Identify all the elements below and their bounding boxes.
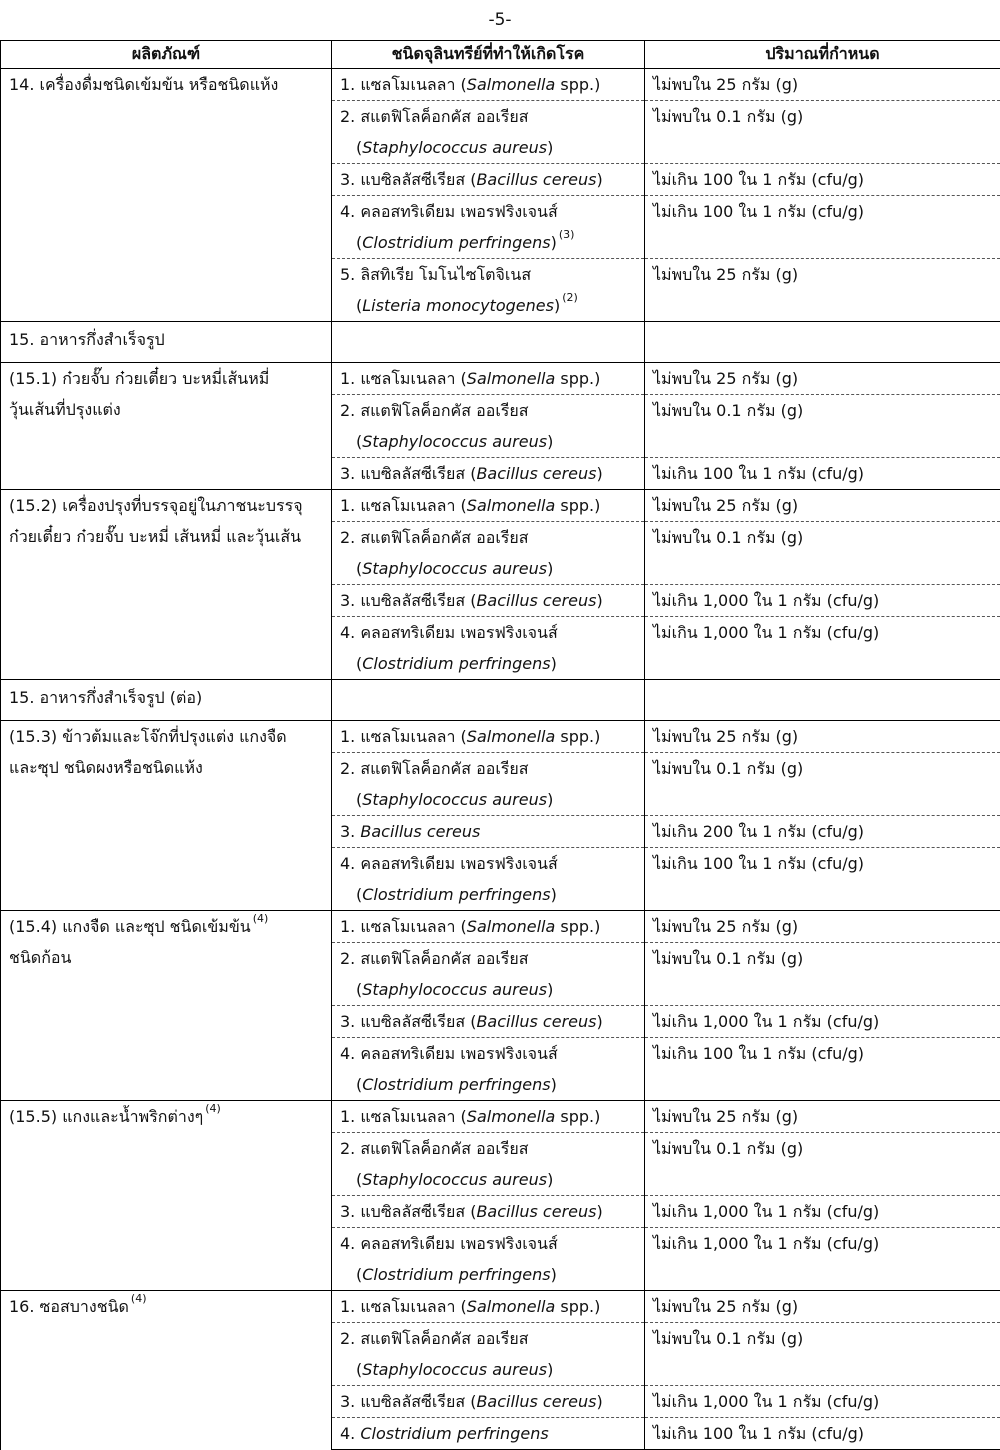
page-number: -5- (0, 10, 1000, 30)
microbe-name: 3. แบซิลลัสซีเรียส (Bacillus cereus) (332, 1006, 644, 1037)
limit-cell (645, 1323, 1000, 1386)
limit-value: ไม่พบใน 0.1 กรัม (g) (645, 395, 1000, 426)
microbe-cell (332, 816, 645, 848)
microbe-latin: (Staphylococcus aureus) (332, 784, 644, 815)
table-row (1, 721, 1000, 753)
microbe-cell (332, 680, 645, 721)
microbe-cell (332, 522, 645, 585)
microbe-cell (332, 322, 645, 363)
limit-value: ไม่เกิน 100 ใน 1 กรัม (cfu/g) (645, 458, 1000, 489)
microbe-cell (332, 753, 645, 816)
product-cell (1, 69, 332, 322)
limit-cell (645, 585, 1000, 617)
product-name: และซุป ชนิดผงหรือชนิดแห้ง (1, 752, 331, 783)
table-row (1, 680, 1000, 721)
limit-value: ไม่พบใน 0.1 กรัม (g) (645, 753, 1000, 784)
header-limit: ปริมาณที่กำหนด (645, 41, 1000, 69)
microbe-cell (332, 196, 645, 259)
microbe-latin: (Clostridium perfringens) (332, 1259, 644, 1290)
table-row (1, 322, 1000, 363)
microbe-name: 1. แซลโมเนลลา (Salmonella spp.) (332, 490, 644, 521)
product-name: (15.1) ก๋วยจั๊บ ก๋วยเตี๋ยว บะหมี่เส้นหมี่ (1, 363, 331, 394)
microbe-name: 4. คลอสทริเดียม เพอรฟริงเจนส์ (332, 1038, 644, 1069)
limit-cell (645, 1101, 1000, 1133)
limit-value: ไม่เกิน 100 ใน 1 กรัม (cfu/g) (645, 1418, 1000, 1449)
microbe-name: 1. แซลโมเนลลา (Salmonella spp.) (332, 69, 644, 100)
microbe-cell (332, 943, 645, 1006)
microbe-name: 4. คลอสทริเดียม เพอรฟริงเจนส์ (332, 1228, 644, 1259)
limit-value: ไม่พบใน 25 กรัม (g) (645, 1291, 1000, 1322)
limit-cell (645, 1196, 1000, 1228)
microbe-cell (332, 911, 645, 943)
limit-cell (645, 1386, 1000, 1418)
product-name: 16. ซอสบางชนิด $^{(4)}$ (1, 1291, 331, 1322)
limit-cell (645, 816, 1000, 848)
limit-value: ไม่พบใน 0.1 กรัม (g) (645, 1323, 1000, 1354)
limit-value: ไม่เกิน 100 ใน 1 กรัม (cfu/g) (645, 196, 1000, 227)
limit-cell (645, 680, 1000, 721)
microbe-latin: (Staphylococcus aureus) (332, 1164, 644, 1195)
table-row (1, 363, 1000, 395)
limit-value: ไม่เกิน 1,000 ใน 1 กรัม (cfu/g) (645, 1386, 1000, 1417)
microbe-name: 3. แบซิลลัสซีเรียส (Bacillus cereus) (332, 585, 644, 616)
limit-cell (645, 721, 1000, 753)
table-row (1, 1291, 1000, 1323)
table-row (1, 69, 1000, 101)
microbe-name: 4. คลอสทริเดียม เพอรฟริงเจนส์ (332, 848, 644, 879)
limit-value: ไม่พบใน 0.1 กรัม (g) (645, 943, 1000, 974)
limit-cell (645, 395, 1000, 458)
limit-value: ไม่เกิน 200 ใน 1 กรัม (cfu/g) (645, 816, 1000, 847)
limit-value: ไม่พบใน 25 กรัม (g) (645, 911, 1000, 942)
microbe-latin: (Staphylococcus aureus) (332, 974, 644, 1005)
product-name: (15.3) ข้าวต้มและโจ๊กที่ปรุงแต่ง แกงจืด (1, 721, 331, 752)
product-cell (1, 680, 332, 721)
microbe-name: 4. Clostridium perfringens (332, 1418, 644, 1449)
microbe-name: 1. แซลโมเนลลา (Salmonella spp.) (332, 363, 644, 394)
microbe-cell (332, 363, 645, 395)
limit-value: ไม่พบใน 25 กรัม (g) (645, 259, 1000, 290)
limit-value: ไม่เกิน 1,000 ใน 1 กรัม (cfu/g) (645, 1196, 1000, 1227)
microbe-name: 3. แบซิลลัสซีเรียส (Bacillus cereus) (332, 164, 644, 195)
header-microbe: ชนิดจุลินทรีย์ที่ทำให้เกิดโรค (332, 41, 645, 69)
product-name: 15. อาหารกึ่งสำเร็จรูป (ต่อ) (1, 680, 331, 720)
microbe-cell (332, 1196, 645, 1228)
microbe-name: 2. สแตฟิโลค็อกคัส ออเรียส (332, 943, 644, 974)
microbe-cell (332, 490, 645, 522)
limit-cell (645, 363, 1000, 395)
product-name: ชนิดก้อน (1, 942, 331, 973)
footnote-ref: (3) (559, 228, 575, 241)
microbe-cell (332, 848, 645, 911)
microbe-latin: (Clostridium perfringens) (332, 648, 644, 679)
microbe-cell (332, 1291, 645, 1323)
microbe-name: 2. สแตฟิโลค็อกคัส ออเรียส (332, 1133, 644, 1164)
limit-value: ไม่เกิน 100 ใน 1 กรัม (cfu/g) (645, 1038, 1000, 1069)
microbe-latin: (Staphylococcus aureus) (332, 426, 644, 457)
microbe-name: 2. สแตฟิโลค็อกคัส ออเรียส (332, 101, 644, 132)
table-row (1, 911, 1000, 943)
limit-value: ไม่เกิน 1,000 ใน 1 กรัม (cfu/g) (645, 1006, 1000, 1037)
microbe-latin: (Clostridium perfringens) (332, 879, 644, 910)
footnote-ref: (4) (253, 912, 269, 925)
product-name: (15.4) แกงจืด และซุป ชนิดเข้มข้น $^{(4)}$ (1, 911, 331, 942)
limit-cell (645, 617, 1000, 680)
microbe-latin: (Staphylococcus aureus) (332, 553, 644, 584)
limit-value: ไม่พบใน 0.1 กรัม (g) (645, 522, 1000, 553)
limit-cell (645, 196, 1000, 259)
product-cell (1, 721, 332, 911)
footnote-ref: (2) (562, 291, 578, 304)
limit-value: ไม่เกิน 1,000 ใน 1 กรัม (cfu/g) (645, 1228, 1000, 1259)
microbe-cell (332, 1386, 645, 1418)
footnote-ref: (4) (205, 1102, 221, 1115)
limit-cell (645, 490, 1000, 522)
product-cell (1, 322, 332, 363)
product-cell (1, 363, 332, 490)
limit-value: ไม่เกิน 1,000 ใน 1 กรัม (cfu/g) (645, 585, 1000, 616)
limit-value: ไม่เกิน 100 ใน 1 กรัม (cfu/g) (645, 848, 1000, 879)
product-name: วุ้นเส้นที่ปรุงแต่ง (1, 394, 331, 425)
microbe-name: 4. คลอสทริเดียม เพอรฟริงเจนส์ (332, 617, 644, 648)
footnote-ref: (4) (131, 1292, 147, 1305)
limit-value: ไม่พบใน 25 กรัม (g) (645, 1101, 1000, 1132)
header-product: ผลิตภัณฑ์ (1, 41, 332, 69)
microbe-name: 2. สแตฟิโลค็อกคัส ออเรียส (332, 753, 644, 784)
limit-cell (645, 911, 1000, 943)
microbe-cell (332, 164, 645, 196)
limit-cell (645, 1006, 1000, 1038)
limit-value: ไม่พบใน 25 กรัม (g) (645, 490, 1000, 521)
microbe-cell (332, 101, 645, 164)
microbe-cell (332, 1323, 645, 1386)
microbe-cell (332, 1418, 645, 1450)
microbe-cell (332, 1006, 645, 1038)
product-cell (1, 1101, 332, 1291)
microbe-cell (332, 395, 645, 458)
microbe-name: 5. ลิสทิเรีย โมโนไซโตจิเนส (332, 259, 644, 290)
limit-cell (645, 458, 1000, 490)
limit-cell (645, 1418, 1000, 1450)
microbe-name: 2. สแตฟิโลค็อกคัส ออเรียส (332, 522, 644, 553)
limit-cell (645, 753, 1000, 816)
limit-cell (645, 848, 1000, 911)
limit-value: ไม่พบใน 25 กรัม (g) (645, 721, 1000, 752)
limit-value: ไม่พบใน 25 กรัม (g) (645, 363, 1000, 394)
microbe-name: 3. แบซิลลัสซีเรียส (Bacillus cereus) (332, 458, 644, 489)
microbe-cell (332, 1228, 645, 1291)
limit-cell (645, 1133, 1000, 1196)
microbe-criteria-table (0, 40, 1000, 1450)
limit-cell (645, 322, 1000, 363)
microbe-name: 1. แซลโมเนลลา (Salmonella spp.) (332, 721, 644, 752)
microbe-latin: (Clostridium perfringens) $^{(3)}$ (332, 227, 644, 258)
microbe-cell (332, 585, 645, 617)
microbe-cell (332, 259, 645, 322)
product-name: 15. อาหารกึ่งสำเร็จรูป (1, 322, 331, 362)
microbe-latin: (Clostridium perfringens) (332, 1069, 644, 1100)
limit-cell (645, 1038, 1000, 1101)
microbe-cell (332, 1101, 645, 1133)
microbe-name: 1. แซลโมเนลลา (Salmonella spp.) (332, 911, 644, 942)
microbe-name: 3. Bacillus cereus (332, 816, 644, 847)
limit-value: ไม่เกิน 100 ใน 1 กรัม (cfu/g) (645, 164, 1000, 195)
limit-cell (645, 259, 1000, 322)
microbe-cell (332, 721, 645, 753)
limit-value: ไม่เกิน 1,000 ใน 1 กรัม (cfu/g) (645, 617, 1000, 648)
product-cell (1, 1291, 332, 1450)
microbe-name: 3. แบซิลลัสซีเรียส (Bacillus cereus) (332, 1196, 644, 1227)
microbe-cell (332, 1038, 645, 1101)
microbe-cell (332, 1133, 645, 1196)
limit-cell (645, 522, 1000, 585)
microbe-cell (332, 458, 645, 490)
microbe-latin: (Staphylococcus aureus) (332, 1354, 644, 1385)
microbe-name: 1. แซลโมเนลลา (Salmonella spp.) (332, 1291, 644, 1322)
limit-value: ไม่พบใน 0.1 กรัม (g) (645, 1133, 1000, 1164)
microbe-name: 2. สแตฟิโลค็อกคัส ออเรียส (332, 1323, 644, 1354)
limit-cell (645, 1291, 1000, 1323)
limit-cell (645, 101, 1000, 164)
limit-value: ไม่พบใน 25 กรัม (g) (645, 69, 1000, 100)
microbe-cell (332, 617, 645, 680)
microbe-latin: (Staphylococcus aureus) (332, 132, 644, 163)
product-name: (15.5) แกงและน้ำพริกต่างๆ $^{(4)}$ (1, 1101, 331, 1132)
product-name: 14. เครื่องดื่มชนิดเข้มข้น หรือชนิดแห้ง (1, 69, 331, 100)
microbe-name: 2. สแตฟิโลค็อกคัส ออเรียส (332, 395, 644, 426)
microbe-name: 4. คลอสทริเดียม เพอรฟริงเจนส์ (332, 196, 644, 227)
product-cell (1, 911, 332, 1101)
microbe-latin: (Listeria monocytogenes) $^{(2)}$ (332, 290, 644, 321)
limit-cell (645, 943, 1000, 1006)
limit-cell (645, 164, 1000, 196)
limit-value: ไม่พบใน 0.1 กรัม (g) (645, 101, 1000, 132)
microbe-cell (332, 69, 645, 101)
microbe-name: 3. แบซิลลัสซีเรียส (Bacillus cereus) (332, 1386, 644, 1417)
table-row (1, 1101, 1000, 1133)
limit-cell (645, 69, 1000, 101)
product-cell (1, 490, 332, 680)
table-header-row (1, 41, 1000, 69)
table-row (1, 490, 1000, 522)
limit-cell (645, 1228, 1000, 1291)
product-name: (15.2) เครื่องปรุงที่บรรจุอยู่ในภาชนะบรรจุ (1, 490, 331, 521)
microbe-name: 1. แซลโมเนลลา (Salmonella spp.) (332, 1101, 644, 1132)
product-name: ก๋วยเตี๋ยว ก๋วยจั๊บ บะหมี่ เส้นหมี่ และวุ้นเส้น (1, 521, 331, 552)
